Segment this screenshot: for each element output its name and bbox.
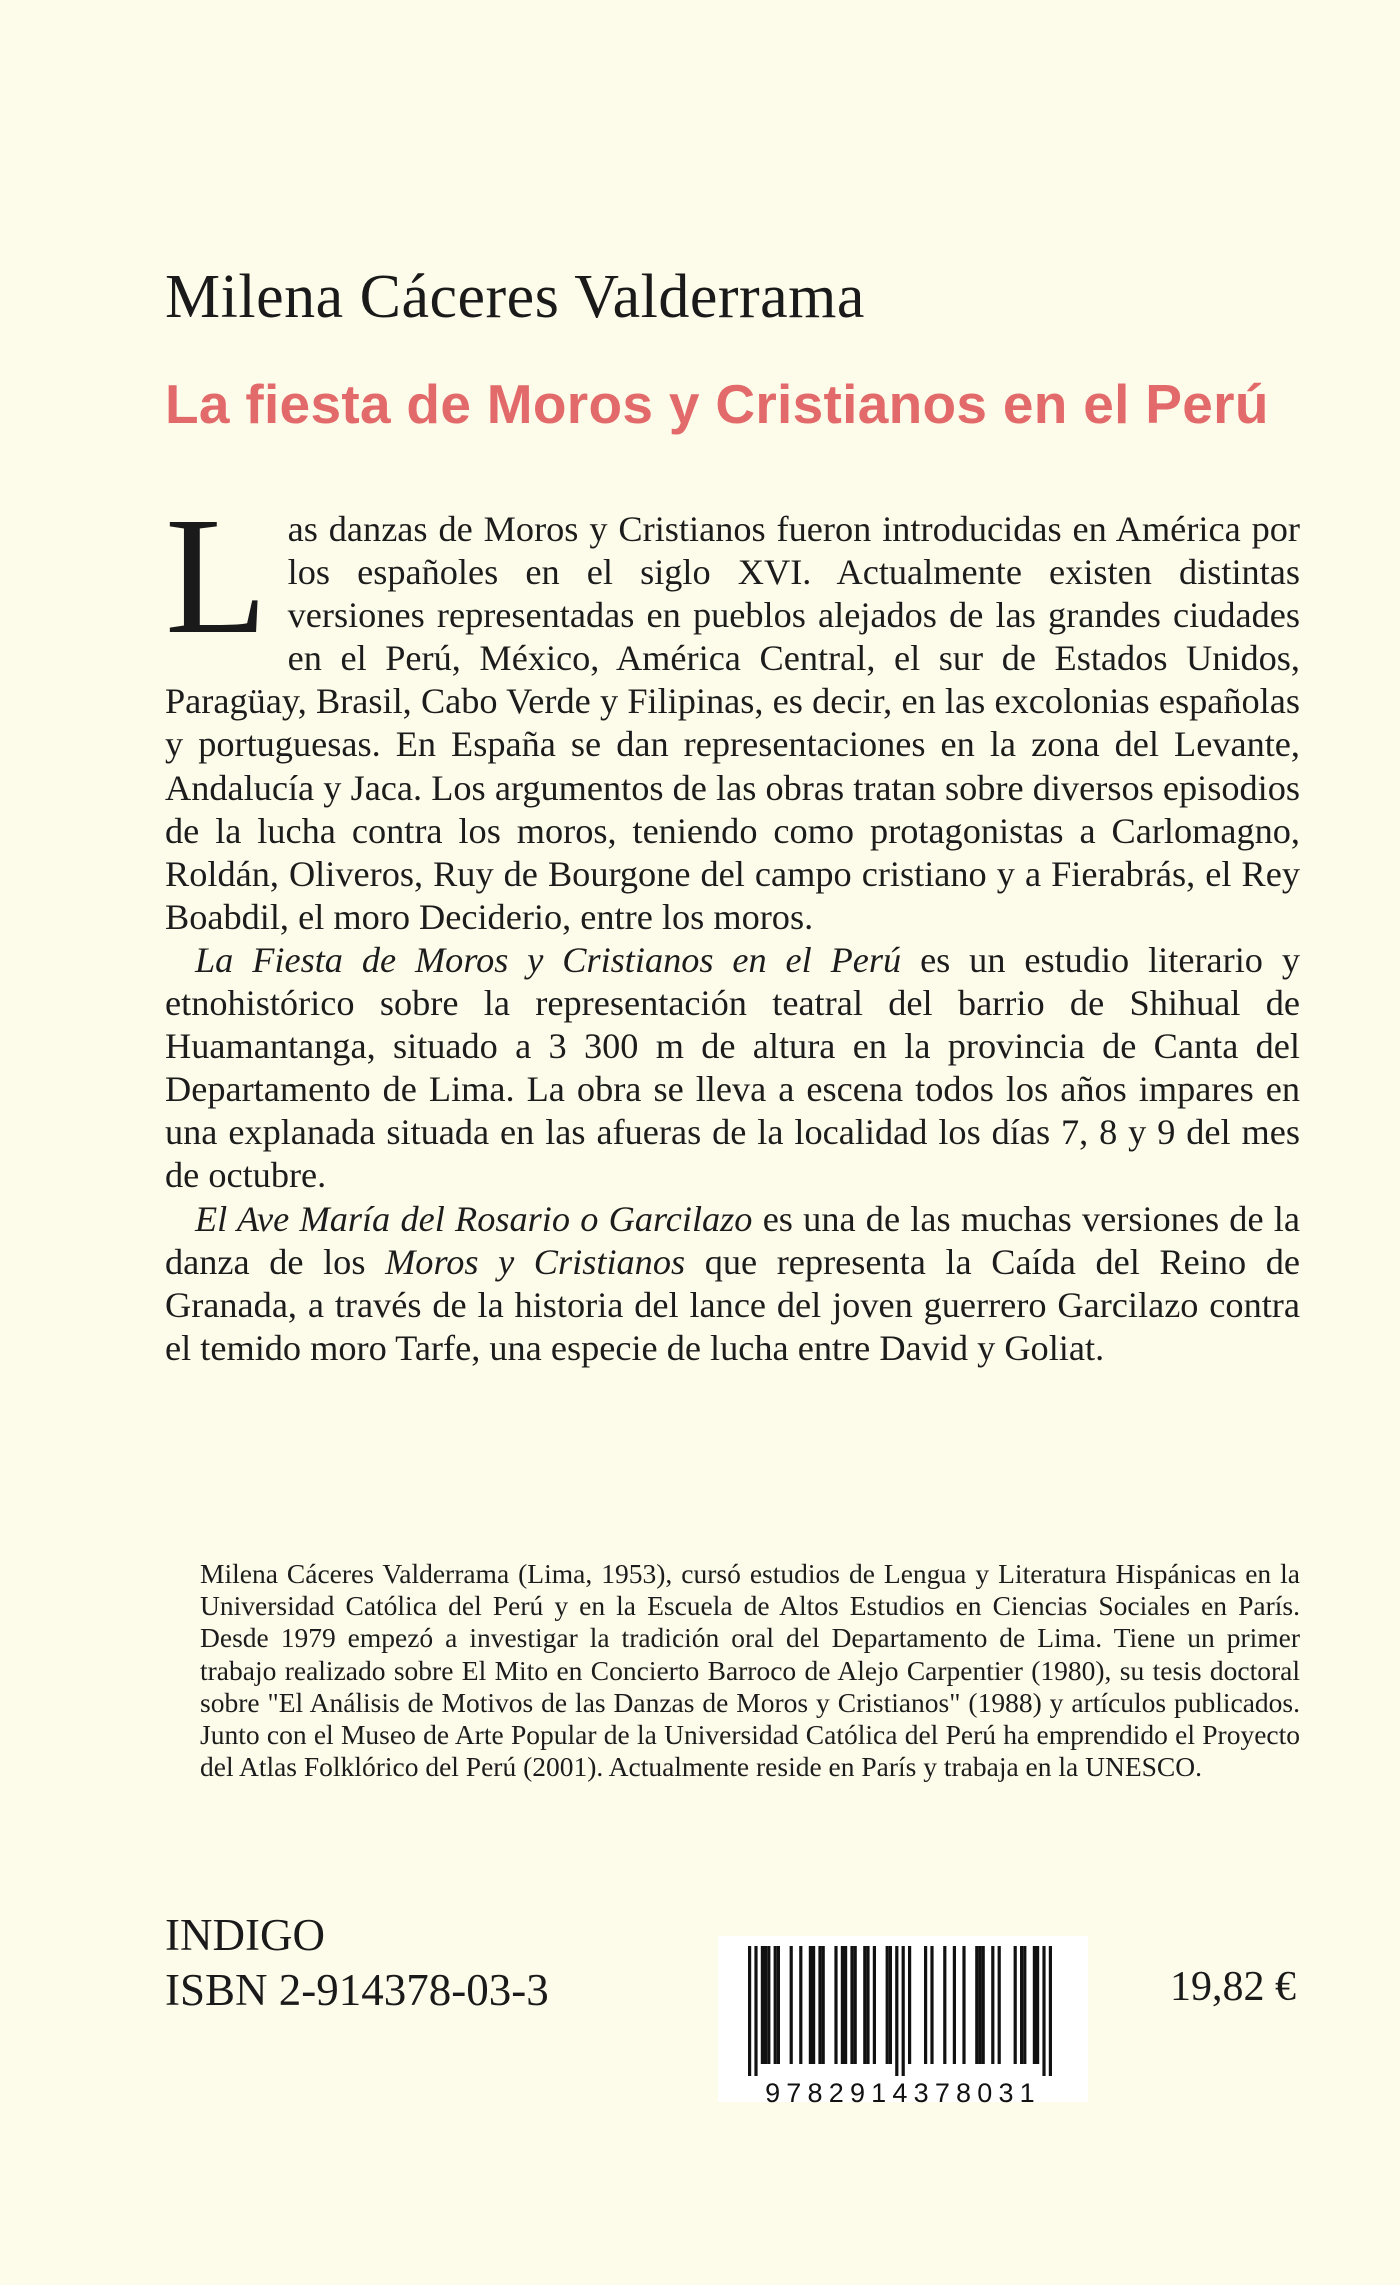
barcode-bar [866, 1946, 869, 2064]
barcode-bar [799, 1946, 802, 2064]
barcode-bar [991, 1946, 994, 2064]
barcode-bar [767, 1946, 770, 2064]
barcode [718, 1936, 1088, 2108]
barcode-bar [1036, 1946, 1039, 2064]
barcode-bar [1023, 1946, 1026, 2064]
barcode-bar [754, 1946, 757, 2076]
isbn: ISBN 2-914378-03-3 [165, 1965, 549, 2015]
barcode-bar [943, 1946, 946, 2064]
barcode-digits: 9782914378031 [765, 2078, 1041, 2108]
author-bio: Milena Cáceres Valderrama (Lima, 1953), cursó estudios de Lengua y Literatura Hispánicas en la Universidad Católica del Perú y en la Escuela de Altos Estudios en Ciencias Sociales en París. Desde 1979 empezó a investigar la tradición oral del Departamento de Lima. Tiene un primer trabajo realizado sobre El Mito en Concierto Barroco de Alejo Carpentier (1980), su tesis doctoral sobre "El Análisis de Motivos de las Danzas de Moros y Cristianos" (1988) y artículos publicados. Junto con el Museo de Arte Popular de la Universidad Católica del Perú ha emprendido el Proyecto del Atlas Folklórico del Perú (2001). Actualmente reside en París y trabaja en la UNESCO. [200, 1558, 1300, 1783]
barcode-bar [895, 1946, 898, 2076]
description-p3-subtitle: Moros y Cristianos [385, 1241, 686, 1282]
barcode-bar [953, 1946, 956, 2064]
author-name: Milena Cáceres Valderrama [165, 263, 865, 331]
barcode-bar [790, 1946, 793, 2064]
barcode-bar [850, 1946, 853, 2064]
barcode-bar [761, 1946, 764, 2064]
barcode-bar [809, 1946, 812, 2064]
barcode-bar [777, 1946, 780, 2064]
description-p3-mid: es una de las muchas versiones de la danza de los [165, 1198, 1300, 1282]
barcode-bar [1033, 1946, 1036, 2064]
description-paragraph-3 [165, 1198, 1300, 1370]
barcode-bar [886, 1946, 889, 2064]
barcode-bar [982, 1946, 985, 2064]
barcode-bar [774, 1946, 777, 2064]
description-paragraph-2 [165, 939, 1300, 1198]
barcode-bar [822, 1946, 825, 2064]
description-paragraph-1 [165, 483, 1300, 939]
barcode-bar [1020, 1946, 1023, 2064]
description-p3-text: que representa la Caída del Reino de Granada, a través de la historia del lance del joven guerrero Garcilazo contra el temido moro Tarfe, una especie de lucha entre David y Goliat. [165, 1241, 1301, 1368]
barcode-bar [978, 1946, 981, 2064]
barcode-bar [818, 1946, 821, 2064]
book-title: La fiesta de Moros y Cristianos en el Perú [165, 373, 1269, 435]
description-p3-title: El Ave María del Rosario o Garcilazo [195, 1198, 753, 1239]
barcode-bar [873, 1946, 876, 2064]
publisher-block [165, 1908, 549, 2018]
barcode-bar [844, 1946, 847, 2064]
price: 19,82 € [1170, 1964, 1296, 2010]
barcode-bar [834, 1946, 837, 2064]
book-description [165, 483, 1301, 1370]
barcode-bar [902, 1946, 905, 2076]
barcode-bar [908, 1946, 911, 2064]
drop-cap: L [165, 483, 268, 669]
barcode-bar [889, 1946, 892, 2064]
barcode-bar [998, 1946, 1001, 2064]
barcode-bar [863, 1946, 866, 2064]
barcode-bar [764, 1946, 767, 2064]
description-p1-text: as danzas de Moros y Cristianos fueron introducidas en América por los españoles en el siglo XVI. Actualmente existen distintas versiones representadas en pueblos alejados de las grandes ciudades en el Perú, México, América Central, el sur de Estados Unidos, Paragüay, Brasil, Cabo Verde y Filipinas, es decir, en las excolonias españolas y portuguesas. En España se dan representaciones en la zona del Levante, Andalucía y Jaca. Los argumentos de las obras tratan sobre diversos episodios de la lucha contra los moros, teniendo como protagonistas a Carlomagno, Roldán, Oliveros, Ruy de Bourgone del campo cristiano y a Fierabrás, el Rey Boabdil, el moro Deciderio, entre los moros. [165, 509, 1300, 937]
barcode-bar [1049, 1946, 1052, 2076]
barcode-bar [1042, 1946, 1045, 2076]
barcode-bar [930, 1946, 933, 2064]
barcode-bar [841, 1946, 844, 2064]
barcode-bar [812, 1946, 815, 2064]
barcode-bars [718, 1936, 1088, 2081]
barcode-bar [924, 1946, 927, 2064]
description-p2-text: es un estudio literario y etnohistórico sobre la representación teatral del barrio de Shihual de Huamantanga, situado a 3 300 m de altura en la provincia de Canta del Departamento de Lima. La obra se lleva a escena todos los años impares en una explanada situada en las afueras de la localidad los días 7, 8 y 9 del mes de octubre. [165, 939, 1300, 1196]
barcode-bar [975, 1946, 978, 2064]
barcode-bar [748, 1946, 751, 2076]
barcode-bar [962, 1946, 965, 2064]
barcode-bar [1014, 1946, 1017, 2064]
barcode-bar [854, 1946, 857, 2064]
description-p2-title: La Fiesta de Moros y Cristianos en el Perú [195, 939, 902, 980]
publisher-name: INDIGO [165, 1910, 325, 1960]
